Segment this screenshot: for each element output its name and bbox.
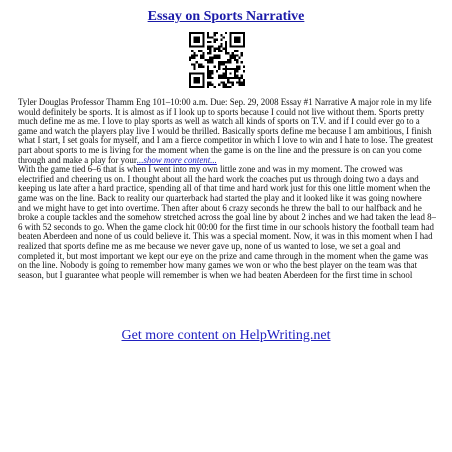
qr-code-icon	[189, 32, 245, 88]
essay-text-2: With the game tied 6–6 that is when I went into my own little zone and was in my moment. The crowed was electrified and cheering us on. I thought about all the hard work the coaches put us through doing two a days and keeping us late after a hard practice, spending all of that time and hard work just for this one little moment when the game was on the line. Back to reality our quarterback had started the play and it looked like it was going nowhere and we might have to get into overtime. Then after about 6 crazy seconds he threw the ball to our halfback and he broke a couple tackles and the somehow stretched across the goal line by about 2 inches and we had taken the lead 8–6 with 52 seconds to go. When the game clock hit 00:00 for the first time in our schools history the football team had beaten Aberdeen and none of us could believe it. This was a special moment. Now, it was in this moment when I had realized that sports define me as me because we never gave up, none of us wanted to lose, we set a goal and completed it, but most important we kept our eye on the prize and came through in the moment when the game was on the line. Nobody is going to remember how many games we won or who the best player on the team was that season, but I guarantee what people will remember is when we had beaten Aberdeen for the first time in school	[18, 164, 436, 280]
essay-text-1: Tyler Douglas Professor Thamm Eng 101–10:00 a.m. Due: Sep. 29, 2008 Essay #1 Narrative A major role in my life would definitely be sports. It is almost as if I look up to sports because I could not live without them. Sports pretty much define me as me. I love to play sports as well as watch all kinds of sports on T.V. and if I could ever go to a game and watch the players play live I would be thrilled. Basically sports define me because I am ambitious, I finish what I start, I set goals for myself, and I am a fierce competitor in which I love to win and I hate to lose. The greatest part about sports to me is living for the moment when the game is on the line and the pressure is on can you come through and make a play for your	[18, 97, 434, 165]
document-title-link[interactable]: Essay on Sports Narrative	[147, 9, 305, 24]
show-more-link[interactable]: ...show more content...	[136, 154, 217, 165]
essay-body	[18, 98, 436, 280]
essay-paragraph	[18, 98, 436, 165]
helpwriting-link[interactable]: Get more content on HelpWriting.net	[121, 328, 331, 343]
essay-paragraph	[18, 165, 436, 280]
